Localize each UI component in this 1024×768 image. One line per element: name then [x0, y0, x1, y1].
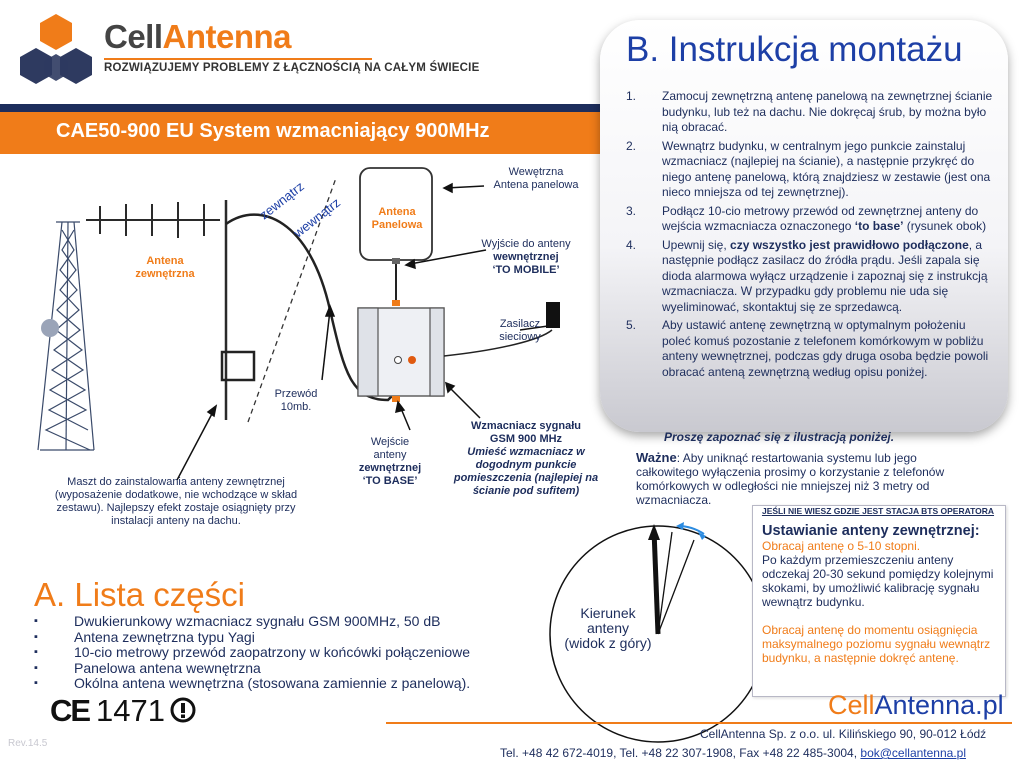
brand-tagline: ROZWIĄZUJEMY PROBLEMY Z ŁĄCZNOŚCIĄ NA CAŁYM ŚWIECIE: [104, 62, 480, 74]
header-stripe: [0, 104, 600, 112]
parts-list: [34, 614, 470, 692]
important-notice: Ważne: Aby uniknąć restartowania systemu lub jego całkowitego wyłączenia prosimy o korzystanie z telefonów komórkowych w odległości nie mniejszej niż 3 metry od wzmacniacza.: [636, 450, 945, 507]
panel-antenna-label: Antena Panelowa: [371, 206, 423, 231]
power-adapter-label: Zasilacz sieciowy: [499, 318, 541, 343]
instruction-step: 1. Zamocuj zewnętrzną antenę panelową na zewnętrznej ścianie budynku, lub też na dachu. Nie dokręcaj śrub, by można było nią obracać.: [626, 89, 993, 134]
instruction-step: 4. Upewnij się, czy wszystko jest prawidłowo podłączone, a następnie podłącz zasilacz do źródła prądu. Jeśli zapala się dioda alarmowa wyłącz urządzenie i zapoznaj się z instrukcją wzmacniacza. W przypadku gdy problemu nie uda się wyeliminować, skontaktuj się ze sprzedawcą.: [626, 237, 988, 314]
instructions-note: Proszę zapoznać się z ilustracją poniżej.: [664, 430, 895, 444]
amplifier-illustration: [358, 308, 444, 402]
yagi-antenna-illustration: [86, 200, 226, 420]
amplifier-label: Wzmacniacz sygnału GSM 900 MHz Umieść wzmacniacz w dogodnym punkcie pomieszczenia (najlepiej na ścianie pod sufitem): [453, 420, 599, 497]
footer-address: CellAntenna Sp. z o.o. ul. Kilińskiego 90, 90-012 Łódź: [700, 727, 987, 741]
indoor-panel-label: Wewętrzna Antena panelowa: [493, 166, 579, 191]
certification-number: 1471: [96, 693, 165, 728]
brand-name: CellAntenna: [104, 18, 292, 55]
parts-list-item: ▪ 10-cio metrowy przewód zaopatrzony w końcówki połączeniowe: [34, 645, 470, 661]
footer-divider: [386, 722, 1012, 724]
footer-logo: CellAntenna.pl: [828, 690, 1004, 720]
instruction-step: 3. Podłącz 10-cio metrowy przewód od zewnętrznej anteny do wejścia wzmacniacza oznaczonego ‘to base’ (rysunek obok): [626, 203, 987, 233]
instruction-step: 5. Aby ustawić antenę zewnętrzną w optymalnym położeniu poleć komuś pozostanie z telefonem komórkowym w pobliżu anteny wewnętrznej, podczas gdy druga osoba będzie powoli obracać anteną zewnętrzną według opisu poniżej.: [626, 318, 989, 379]
email-link[interactable]: bok@cellantenna.pl: [860, 746, 966, 760]
parts-list-title: A. Lista części: [34, 576, 245, 613]
parts-list-item: ▪ Antena zewnętrzna typu Yagi: [34, 630, 470, 646]
outdoor-label: zewnątrz: [256, 178, 307, 223]
alert-icon: [170, 697, 196, 723]
parts-list-item: ▪ Okólna antena wewnętrzna (stosowana zamiennie z panelową).: [34, 676, 470, 692]
indoor-label: wewnątrz: [290, 194, 344, 241]
instructions-title: B. Instrukcja montażu: [626, 30, 963, 69]
adjustment-title: Ustawianie anteny zewnętrznej:: [762, 523, 980, 539]
input-port-label: Wejście anteny zewnętrznej ‘TO BASE’: [358, 436, 422, 487]
revision-label: Rev.14.5: [8, 738, 48, 749]
bts-hint: JEŚLI NIE WIESZ GDZIE JEST STACJA BTS OPERATORA: [761, 506, 995, 516]
parts-list-item: ▪ Panelowa antena wewnętrzna: [34, 661, 470, 677]
instruction-step: 2. Wewnątrz budynku, w centralnym jego punkcie zainstaluj wzmacniacz (najlepiej na ścianie), a następnie przykręć do niego antenę panelową, którą znajdziesz w zestawie (jest ona nieco mniejsza od tej zewnętrznej).: [626, 138, 991, 199]
instructions-list: [622, 89, 994, 383]
mast-dish: [41, 319, 59, 337]
brand-divider: [104, 58, 372, 60]
product-title: CAE50-900 EU System wzmacniający 900MHz: [56, 120, 490, 142]
footer-contact: Tel. +48 42 672-4019, Tel. +48 22 307-1908, Fax +48 22 485-3004, bok@cellantenna.pl: [500, 746, 966, 760]
parts-list-item: ▪ Dwukierunkowy wzmacniacz sygnału GSM 900MHz, 50 dB: [34, 614, 470, 630]
output-port-label: Wyjście do anteny wewnętrznej ‘TO MOBILE’: [481, 238, 571, 276]
antenna-direction-label: Kierunek anteny (widok z góry): [564, 605, 652, 651]
company-logo: [16, 12, 96, 92]
mast-label: Maszt do zainstalowania anteny zewnętrznej (wyposażenie dodatkowe, nie wchodzące w skład zestawu). Najlepszy efekt zostaje osiągnięty przy instalacji anteny na dachu.: [54, 476, 298, 527]
adjustment-steps: Obracaj antenę o 5-10 stopni. Po każdym przemieszczeniu anteny odczekaj 20-30 sekund pomiędzy kolejnymi skokami, by umożliwić kalibrację sygnału wewnątrz budynku. Obracaj antenę do momentu osiągnięcia maksymalnego poziomu sygnału wewnątrz budynku, a następnie dokręć antenę.: [762, 539, 994, 665]
outdoor-antenna-label: Antena zewnętrzna: [135, 255, 195, 280]
ce-mark: CE: [50, 693, 90, 728]
cable-label: Przewód 10mb.: [274, 388, 318, 413]
